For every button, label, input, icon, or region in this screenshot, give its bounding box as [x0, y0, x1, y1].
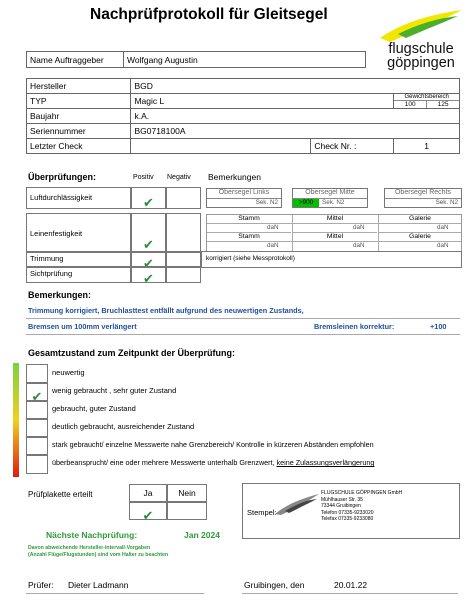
luft-check-icon: ✔	[143, 195, 154, 210]
positiv-header: Positiv	[133, 174, 154, 181]
option-label-0: neuwertig	[52, 368, 85, 377]
option-label-4: stark gebraucht/ einzelne Messwerte nahe Grenzbereich/ Kontrolle in kürzeren Abständen empfohlen	[52, 440, 374, 449]
obersegel-links-box	[206, 188, 282, 208]
next-note2: (Anzahl Flüge/Flugstunden) sind vom Halter zu beachten	[28, 552, 169, 558]
auftraggeber-label: Name Auftraggeber	[27, 52, 124, 68]
stamm-label-2: Stamm	[207, 232, 291, 240]
obersegel-mitte-unit: Sek. N2	[322, 199, 345, 206]
typ-label: TYP	[27, 94, 131, 109]
hersteller-label: Hersteller	[27, 79, 131, 94]
luft-label: Luftdurchlässigkeit	[30, 193, 93, 202]
check-value[interactable]	[131, 139, 311, 154]
baujahr-value[interactable]: k.A.	[131, 109, 460, 124]
overall-heading: Gesamtzustand zum Zeitpunkt der Überprüfung:	[28, 348, 236, 358]
auftraggeber-value[interactable]: Wolfgang Augustin	[124, 52, 366, 68]
negativ-header: Negativ	[167, 174, 191, 181]
obersegel-mitte-value[interactable]: >900	[293, 199, 319, 207]
galerie-label-1: Galerie	[409, 215, 431, 222]
option-label-5-link[interactable]: keine Zulassungsverlängerung	[276, 458, 375, 467]
next-note1: Davon abweichende Hersteller-Intervall-Vorgaben	[28, 545, 151, 551]
checknr-label: Check Nr. :	[311, 139, 394, 154]
plakette-ja-header: Ja	[129, 484, 167, 502]
trimmung-check-icon: ✔	[143, 256, 154, 271]
option-box-4[interactable]	[26, 436, 48, 456]
leinen-label-box	[26, 213, 131, 253]
remarks-line2: Bremsen um 100mm verlängert	[28, 322, 137, 331]
trimmung-note: korrigiert (siehe Messprotokoll)	[206, 255, 295, 262]
gewicht-max: 125	[437, 101, 449, 108]
plakette-label: Prüfplakette erteilt	[28, 490, 93, 499]
brems-value: +100	[430, 322, 447, 331]
option-label-3: deutlich gebraucht, ausreichender Zustand	[52, 422, 195, 431]
sicht-label-box	[26, 266, 131, 283]
option-check-icon: ✔	[31, 389, 43, 404]
stamp-line4: Telefon 07335-9233020	[321, 509, 374, 516]
checks-heading: Überprüfungen:	[28, 172, 96, 182]
mittel-unit-1: daN	[353, 224, 365, 231]
datum-line	[242, 593, 458, 594]
trimmung-label: Trimmung	[30, 254, 64, 263]
stamp-line3: 73344 Gruibingen	[321, 503, 361, 509]
option-label-1: wenig gebraucht , sehr guter Zustand	[52, 386, 177, 395]
stamp-wing-icon	[273, 492, 321, 516]
baujahr-label: Baujahr	[27, 109, 131, 124]
plakette-nein-header: Nein	[167, 484, 207, 502]
sicht-positiv-box[interactable]	[131, 266, 166, 286]
option-box-1[interactable]	[26, 382, 48, 402]
option-label-5	[52, 458, 374, 467]
obersegel-links-unit: Sek. N2	[255, 199, 278, 206]
option-label-5-text: überbeansprucht/ eine oder mehrere Messwerte unterhalb Grenzwert,	[52, 458, 277, 467]
option-box-0[interactable]	[26, 364, 48, 384]
leinen-check-icon: ✔	[143, 237, 154, 252]
galerie-unit-1: daN	[437, 224, 449, 231]
sicht-label: Sichtprüfung	[30, 269, 73, 278]
checknr-value[interactable]: 1	[394, 139, 460, 154]
plakette-nein-box[interactable]	[167, 502, 207, 520]
pruefer-value: Dieter Ladmann	[68, 580, 129, 590]
stamp-line2: Mühlhauser Str. 35	[321, 496, 363, 503]
obersegel-mitte-label: Obersegel Mitte	[305, 189, 355, 196]
typ-value[interactable]: Magic L	[131, 94, 394, 109]
logo-line2: göppingen	[387, 55, 455, 71]
stamm-unit-2: daN	[267, 242, 279, 249]
ort-label: Gruibingen, den	[244, 580, 305, 590]
remarks-divider-2	[26, 334, 460, 335]
remarks-divider-1	[26, 318, 460, 319]
gewicht-label: Gewichtsbereich	[394, 94, 459, 101]
check-label: Letzter Check	[27, 139, 131, 154]
luft-positiv-box[interactable]	[131, 187, 166, 209]
brems-label: Bremsleinen korrektur:	[314, 322, 395, 331]
logo	[378, 8, 464, 70]
trimmung-note-box[interactable]	[201, 251, 462, 268]
pruefer-label: Prüfer:	[28, 580, 54, 590]
option-label-2: gebraucht, guter Zustand	[52, 404, 136, 413]
hersteller-value[interactable]: BGD	[131, 79, 460, 94]
page-title: Nachprüfprotokoll für Gleitsegel	[90, 6, 328, 23]
serien-value[interactable]: BG0718100A	[131, 124, 460, 139]
mittel-label-1: Mittel	[326, 215, 344, 222]
glider-info-table	[26, 78, 460, 154]
remarks-line1: Trimmung korrigiert, Bruchlasttest entfällt aufgrund des neuwertigen Zustands,	[28, 306, 304, 315]
next-label: Nächste Nachprüfung:	[46, 530, 138, 540]
obersegel-rechts-label: Obersegel Rechts	[394, 189, 452, 196]
option-box-3[interactable]	[26, 418, 48, 438]
obersegel-rechts-unit: Sek. N2	[435, 199, 458, 206]
luft-negativ-box[interactable]	[166, 187, 201, 209]
stamp-line1: FLUGSCHULE GÖPPINGEN GmbH	[321, 490, 403, 496]
serien-label: Seriennummer	[27, 124, 131, 139]
condition-gradient-bar	[13, 363, 19, 477]
sicht-negativ-box[interactable]	[166, 266, 201, 283]
obersegel-mitte-box	[292, 188, 368, 208]
luft-label-box	[26, 187, 131, 209]
stamm-label-1: Stamm	[238, 215, 260, 222]
option-box-2[interactable]	[26, 400, 48, 420]
pruefer-signature-line	[26, 593, 204, 594]
leinen-negativ-box[interactable]	[166, 213, 201, 253]
leinen-label: Leinenfestigkeit	[30, 229, 83, 238]
obersegel-links-label: Obersegel Links	[218, 189, 270, 196]
mittel-unit-2: daN	[353, 242, 365, 249]
stamp-label: Stempel:	[247, 508, 277, 517]
plakette-check-icon: ✔	[142, 508, 154, 523]
stamm-unit-1: daN	[267, 224, 279, 231]
mittel-label-2: Mittel	[293, 232, 377, 240]
leinen-grid	[206, 214, 462, 252]
sicht-check-icon: ✔	[143, 271, 154, 286]
gewicht-min: 100	[394, 101, 427, 108]
galerie-unit-2: daN	[437, 242, 449, 249]
auftraggeber-table	[26, 51, 366, 68]
plakette-ja-box[interactable]	[129, 502, 167, 523]
obersegel-rechts-box	[384, 188, 462, 208]
galerie-label-2: Galerie	[379, 232, 461, 240]
bemerkungen-header: Bemerkungen	[208, 172, 261, 182]
stamp-line5: Telefax 07335-9233080	[321, 516, 374, 522]
logo-line1: flugschule	[388, 41, 454, 57]
stamp-box	[242, 483, 460, 539]
gewicht-cell	[394, 94, 460, 109]
leinen-positiv-box[interactable]	[131, 213, 166, 253]
wing-logo-icon	[378, 8, 464, 44]
option-box-5[interactable]	[26, 454, 48, 474]
datum-value: 20.01.22	[334, 580, 368, 590]
next-value: Jan 2024	[184, 530, 220, 540]
remarks-heading: Bemerkungen:	[28, 290, 92, 300]
